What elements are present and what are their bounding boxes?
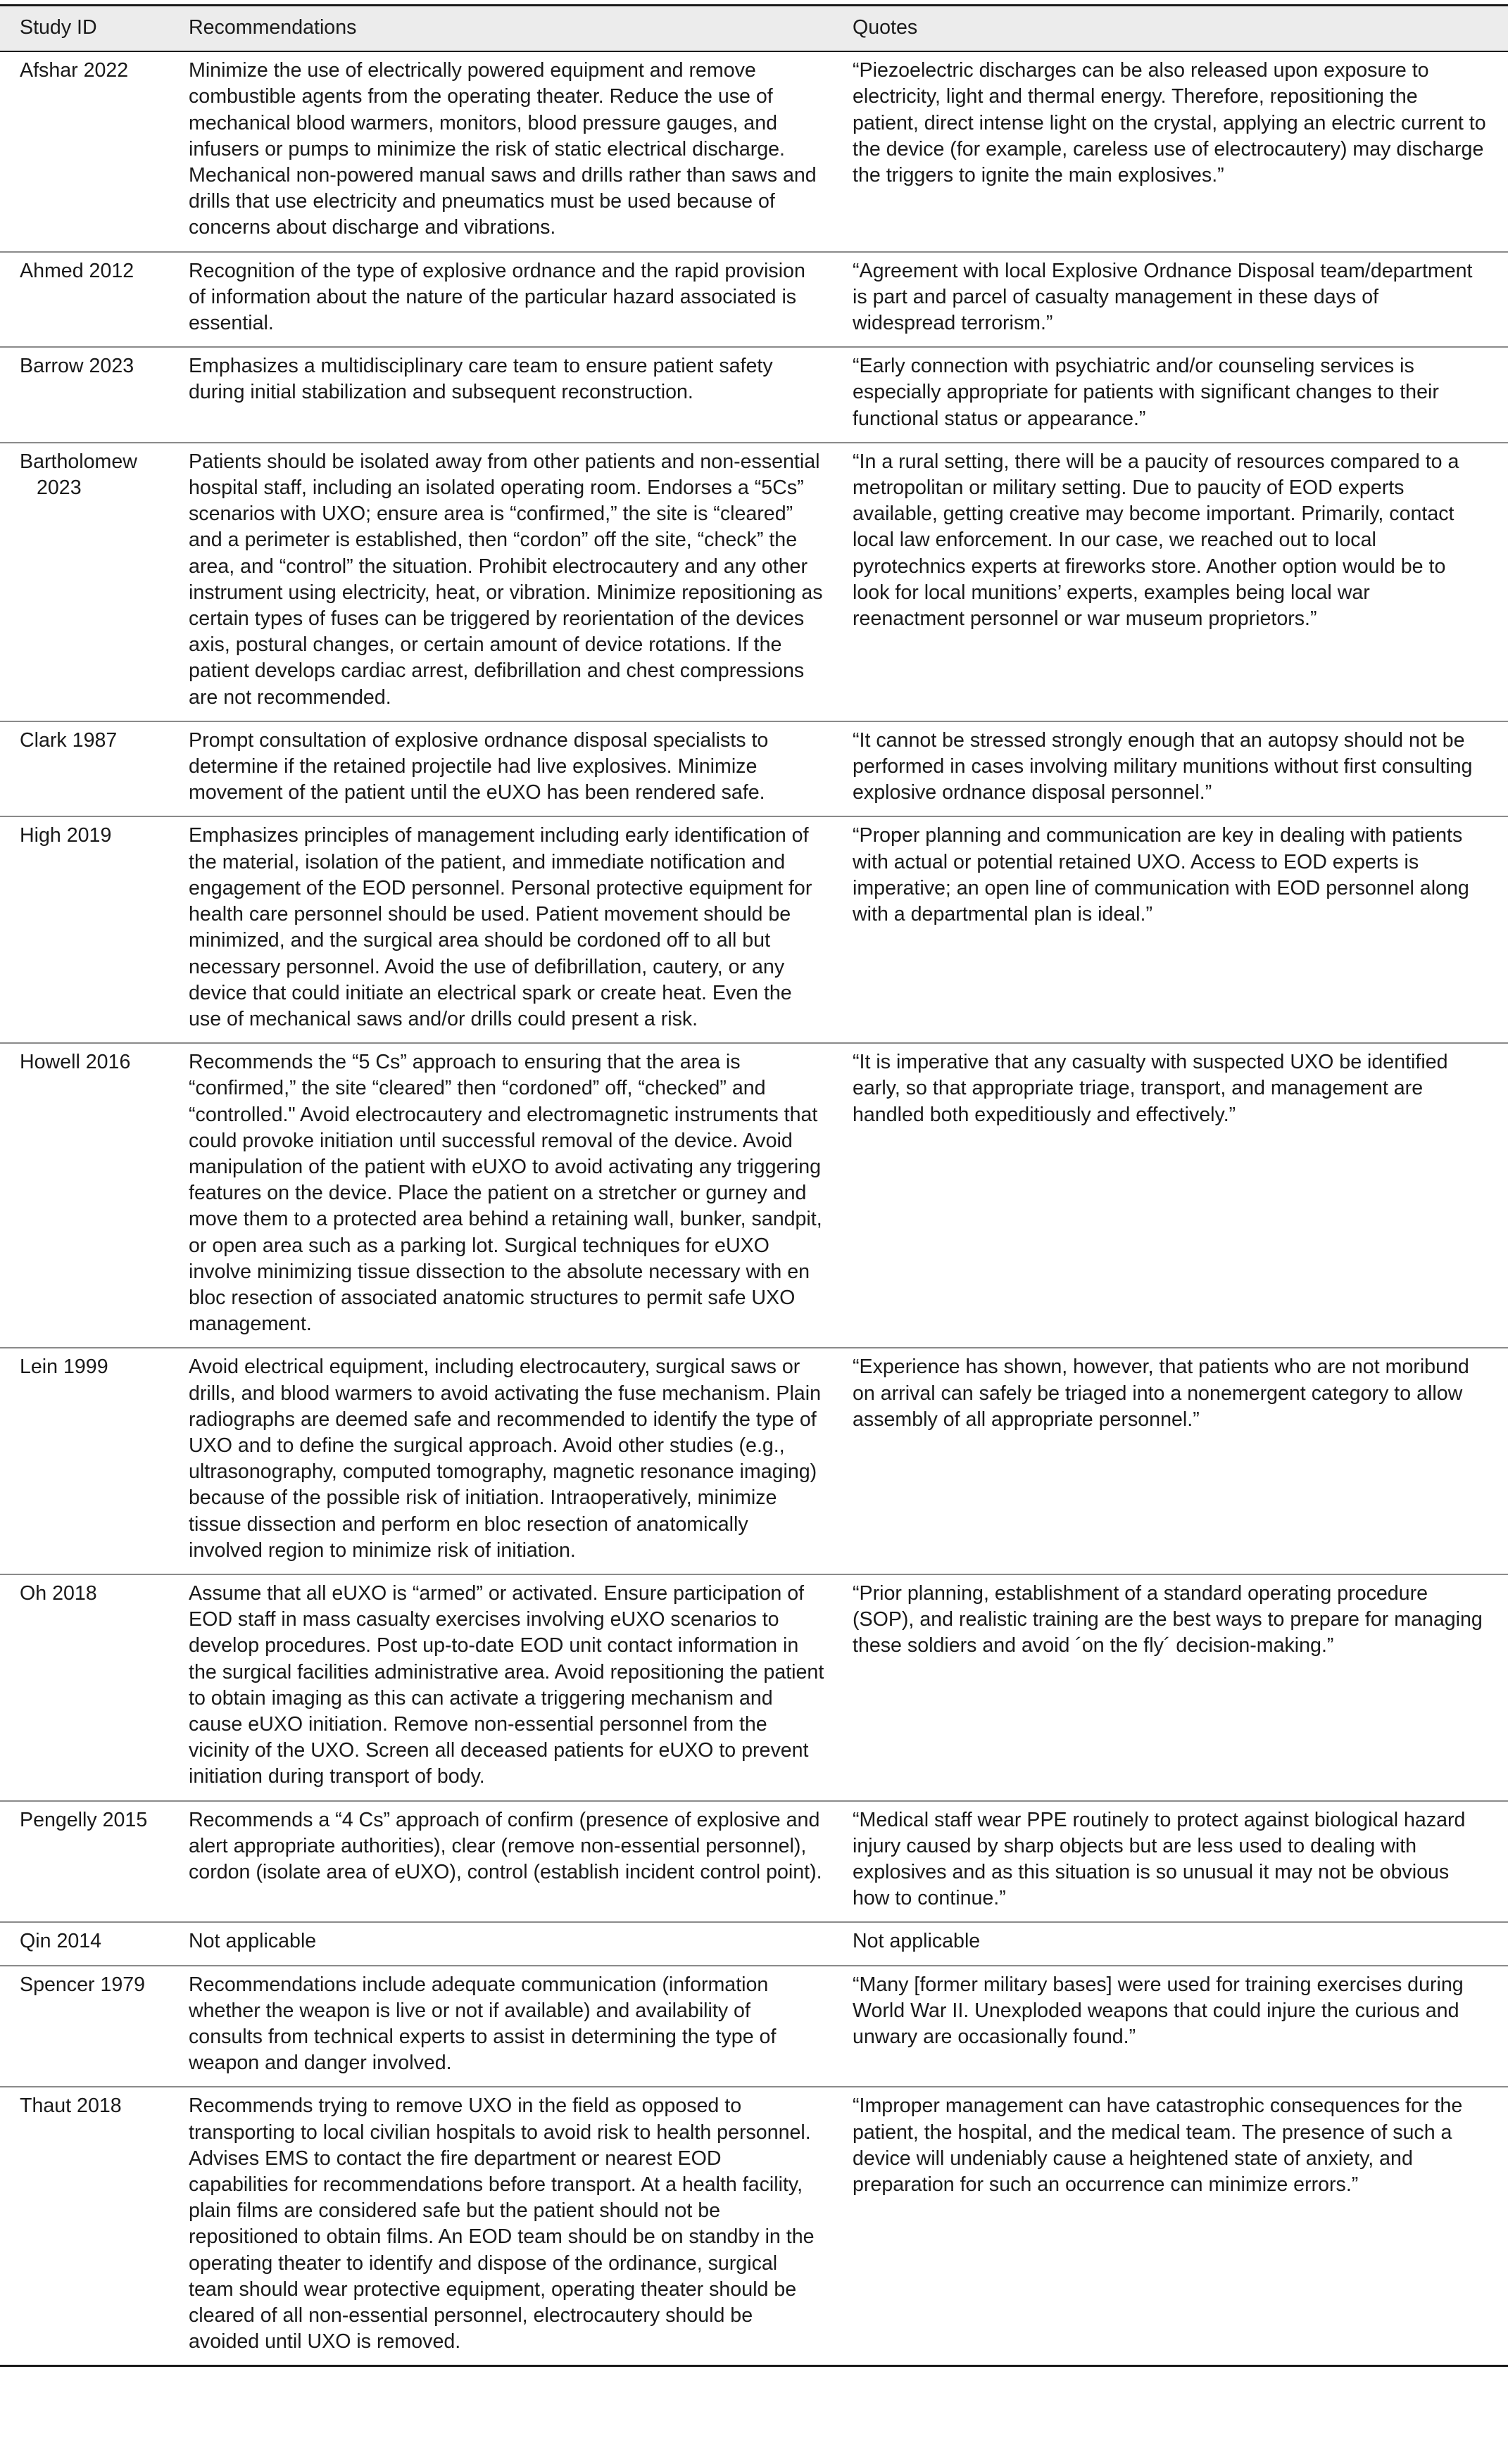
header-recommendations: Recommendations [189, 16, 357, 39]
cell-quotes: “It is imperative that any casualty with suspected UXO be identified early, so that appropriate triage, transport, and management are handled both expeditiously and effectively.” [853, 1051, 1448, 1126]
cell-study-id: Thaut 2018 [20, 2095, 122, 2118]
cell-study-id: Afshar 2022 [20, 59, 129, 82]
cell-study-id: High 2019 [20, 824, 112, 847]
table-row [0, 1801, 1508, 1923]
table-row [0, 1043, 1508, 1348]
table-row [0, 1966, 1508, 2087]
cell-recommendations: Recommends a “4 Cs” approach of confirm (presence of explosive and alert appropriate authorities), clear (remove non-essential personnel), cordon (isolate area of eUXO), control (establish incident control point). [189, 1808, 822, 1883]
cell-study-id: Howell 2016 [20, 1051, 131, 1074]
table-row [0, 721, 1508, 817]
cell-study-id: Bartholomew 2023 [20, 450, 137, 500]
table-row [0, 1922, 1508, 1965]
cell-study-id: Oh 2018 [20, 1581, 97, 1605]
cell-quotes: “Early connection with psychiatric and/or counseling services is especially appropriate for patients with significant changes to their functional status or appearance.” [853, 355, 1439, 430]
cell-recommendations: Emphasizes principles of management including early identification of the material, isolation of the patient, and immediate notification and engagement of the EOD personnel. Personal protective equipment for health care personnel should be used. Patient movement should be minimized, and the surgical area should be cordoned off to all but necessary personnel. Avoid the use of defibrillation, cautery, or any device that could initiate an electrical spark or create heat. Even the use of mechanical saws and/or drills could present a risk. [189, 824, 812, 1030]
cell-quotes: “Medical staff wear PPE routinely to protect against biological hazard injury caused by sharp objects but are less used to dealing with explosives and as this situation is so unusual it may not be obvious how to continue.” [853, 1808, 1466, 1910]
table-body [0, 51, 1508, 2366]
cell-quotes: “Many [former military bases] were used for training exercises during World War II. Unexploded weapons that could injure the curious and unwary are occasionally found.” [853, 1973, 1464, 2049]
cell-quotes: “It cannot be stressed strongly enough that an autopsy should not be performed in cases involving military munitions without first consulting explosive ordnance disposal personnel.” [853, 728, 1473, 804]
cell-quotes: “Agreement with local Explosive Ordnance Disposal team/department is part and parcel of casualty management in these days of widespread terrorism.” [853, 259, 1473, 335]
cell-study-id: Lein 1999 [20, 1356, 108, 1379]
cell-study-id: Clark 1987 [20, 728, 118, 752]
cell-recommendations: Recommends trying to remove UXO in the field as opposed to transporting to local civilian hospitals to avoid risk to health personnel. Advises EMS to contact the fire department or nearest EOD capabilities for recommendations before transport. At a health facility, plain films are considered safe but the patient should not be repositioned to obtain films. An EOD team should be on standby in the operating theater to identify and dispose of the ordinance, surgical team should wear protective equipment, operating theater should be cleared of all non-essential personnel, electrocautery should be avoided until UXO is removed. [189, 2095, 815, 2354]
header-study-id: Study ID [20, 16, 97, 39]
cell-quotes: “In a rural setting, there will be a paucity of resources compared to a metropolitan or military setting. Due to paucity of EOD experts available, getting creative may become important. Primarily, contact local law enforcement. In our case, we reached out to local pyrotechnics experts at fireworks store. Another option would be to look for local munitions’ experts, examples being local war reenactment personnel or war museum proprietors.” [853, 450, 1459, 631]
table-row [0, 252, 1508, 348]
cell-recommendations: Recognition of the type of explosive ordnance and the rapid provision of information about the nature of the particular hazard associated is essential. [189, 259, 805, 335]
cell-quotes: “Proper planning and communication are key in dealing with patients with actual or potential retained UXO. Access to EOD experts is imperative; an open line of communication with EOD personnel along with a departmental plan is ideal.” [853, 824, 1469, 926]
cell-recommendations: Not applicable [189, 1930, 317, 1953]
table-row [0, 816, 1508, 1043]
cell-study-id: Ahmed 2012 [20, 259, 134, 282]
table-row [0, 1574, 1508, 1801]
cell-recommendations: Avoid electrical equipment, including electrocautery, surgical saws or drills, and blood warmers to avoid activating the fuse mechanism. Plain radiographs are deemed safe and recommended to identify the type of UXO and to define the surgical approach. Avoid other studies (e.g., ultrasonography, computed tomography, magnetic resonance imaging) because of the possible risk of initiation. Intraoperatively, minimize tissue dissection and perform en bloc resection of anatomically involved region to minimize risk of initiation. [189, 1356, 821, 1562]
cell-recommendations: Emphasizes a multidisciplinary care team to ensure patient safety during initial stabilization and subsequent reconstruction. [189, 355, 773, 404]
recommendations-table [0, 4, 1508, 2367]
cell-quotes: “Improper management can have catastrophic consequences for the patient, the hospital, and the medical team. The presence of such a device will undeniably cause a heightened state of anxiety, and preparation for such an occurrence can minimize errors.” [853, 2095, 1463, 2197]
cell-recommendations: Recommends the “5 Cs” approach to ensuring that the area is “confirmed,” the site “cleared” then “cordoned” off, “checked” and “controlled." Avoid electrocautery and electromagnetic instruments that could provoke initiation until successful removal of the device. Avoid manipulation of the patient with eUXO to avoid activating any triggering features on the device. Place the patient on a stretcher or gurney and move them to a protected area behind a retaining wall, bunker, sandpit, or open area such as a parking lot. Surgical techniques for eUXO involve minimizing tissue dissection to the absolute necessary with en bloc resection of associated anatomic structures to permit safe UXO management. [189, 1051, 822, 1336]
cell-study-id: Qin 2014 [20, 1930, 102, 1953]
cell-quotes: “Prior planning, establishment of a standard operating procedure (SOP), and realistic training are the best ways to prepare for managing these soldiers and avoid ´on the fly´ decision-making.” [853, 1581, 1483, 1657]
table-header [0, 6, 1508, 52]
table-row [0, 347, 1508, 443]
table-row [0, 1348, 1508, 1574]
table-row [0, 51, 1508, 251]
cell-recommendations: Patients should be isolated away from other patients and non-essential hospital staff, including an isolated operating room. Endorses a “5Cs” scenarios with UXO; ensure area is “confirmed,” the site is “cleared” and a perimeter is established, then “cordon” off the site, “check” the area, and “control” the situation. Prohibit electrocautery and any other instrument using electricity, heat, or vibration. Minimize repositioning as certain types of fuses can be triggered by reorientation of the devices axis, postural changes, or certain amount of device rotations. If the patient develops cardiac arrest, defibrillation and chest compressions are not recommended. [189, 450, 823, 709]
cell-recommendations: Minimize the use of electrically powered equipment and remove combustible agents from the operating theater. Reduce the use of mechanical blood warmers, monitors, blood pressure gauges, and infusers or pumps to minimize the risk of static electrical discharge. Mechanical non-powered manual saws and drills rather than saws and drills that use electricity and pneumatics must be used because of concerns about discharge and vibrations. [189, 59, 817, 239]
cell-recommendations: Prompt consultation of explosive ordnance disposal specialists to determine if the retained projectile had live explosives. Minimize movement of the patient until the eUXO has been rendered safe. [189, 728, 769, 804]
cell-study-id: Pengelly 2015 [20, 1808, 148, 1831]
cell-recommendations: Assume that all eUXO is “armed” or activated. Ensure participation of EOD staff in mass casualty exercises involving eUXO scenarios to develop procedures. Post up-to-date EOD unit contact information in the surgical facilities administrative area. Avoid repositioning the patient to obtain imaging as this can activate a triggering mechanism and cause eUXO initiation. Remove non-essential personnel from the vicinity of the UXO. Screen all deceased patients for eUXO to prevent initiation during transport of body. [189, 1581, 824, 1788]
cell-recommendations: Recommendations include adequate communication (information whether the weapon is live or not if available) and availability of consults from technical experts to assist in determining the type of weapon and danger involved. [189, 1973, 777, 2075]
header-row [0, 6, 1508, 52]
cell-quotes: “Experience has shown, however, that patients who are not moribund on arrival can safely be triaged into a nonemergent category to allow assembly of all appropriate personnel.” [853, 1356, 1469, 1431]
table-row [0, 2087, 1508, 2366]
cell-quotes: “Piezoelectric discharges can be also released upon exposure to electricity, light and thermal energy. Therefore, repositioning the patient, direct intense light on the crystal, applying an electric current to the device (for example, careless use of electrocautery) may discharge the triggers to ignite the main explosives.” [853, 59, 1486, 187]
cell-study-id: Spencer 1979 [20, 1973, 146, 1996]
header-quotes: Quotes [853, 16, 918, 39]
cell-study-id: Barrow 2023 [20, 355, 134, 378]
table-row [0, 443, 1508, 721]
cell-quotes: Not applicable [853, 1930, 981, 1953]
